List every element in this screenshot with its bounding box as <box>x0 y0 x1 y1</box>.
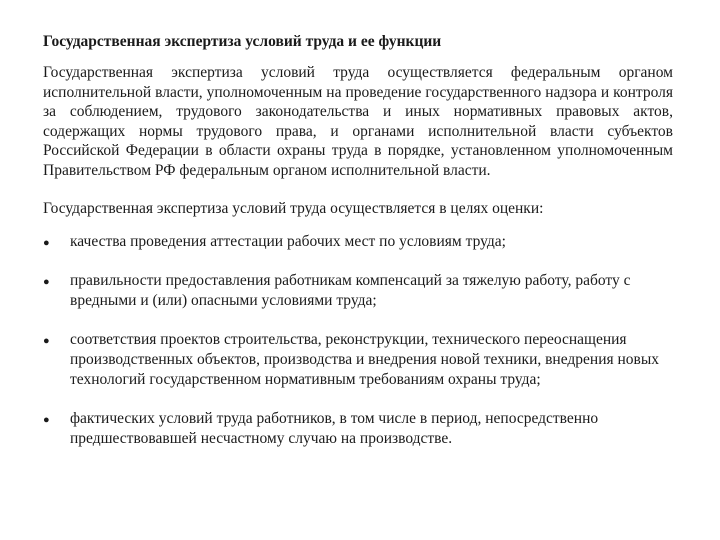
list-item <box>43 232 673 252</box>
list-item-text: качества проведения аттестации рабочих мест по условиям труда; <box>70 232 506 250</box>
bullet-icon: ● <box>43 275 50 288</box>
list-item-text: правильности предоставления работникам компенсаций за тяжелую работу, работу с вредными и (или) опасными условиями труда; <box>70 271 631 309</box>
document-title: Государственная экспертиза условий труда и ее функции <box>43 33 442 50</box>
list-item <box>43 330 673 390</box>
document-page <box>43 32 673 468</box>
bullet-list <box>43 232 673 449</box>
list-item-text: фактических условий труда работников, в том числе в период, непосредственно предшествовавшей несчастному случаю на производстве. <box>70 409 599 447</box>
list-item <box>43 409 673 449</box>
bullet-icon: ● <box>43 236 50 249</box>
bullet-icon: ● <box>43 413 50 426</box>
list-intro: Государственная экспертиза условий труда осуществляется в целях оценки: <box>43 200 544 217</box>
bullet-icon: ● <box>43 334 50 347</box>
body-paragraph: Государственная экспертиза условий труда осуществляется федеральным органом исполнительной власти, уполномоченным на проведение государственного надзора и контроля за соблюдением, трудового законодательства и иных нормативных правовых актов, содержащих нормы трудового права, и органами исполнительной власти субъектов Российской Федерации в области охраны труда в порядке, установленном уполномоченным Правительством РФ федеральным органом исполнительной власти. <box>43 64 673 179</box>
list-item-text: соответствия проектов строительства, реконструкции, технического переоснащения производственных объектов, производства и внедрения новой техники, внедрения новых технологий государственном нормативным требованиям охраны труда; <box>70 330 660 388</box>
list-item <box>43 271 673 311</box>
